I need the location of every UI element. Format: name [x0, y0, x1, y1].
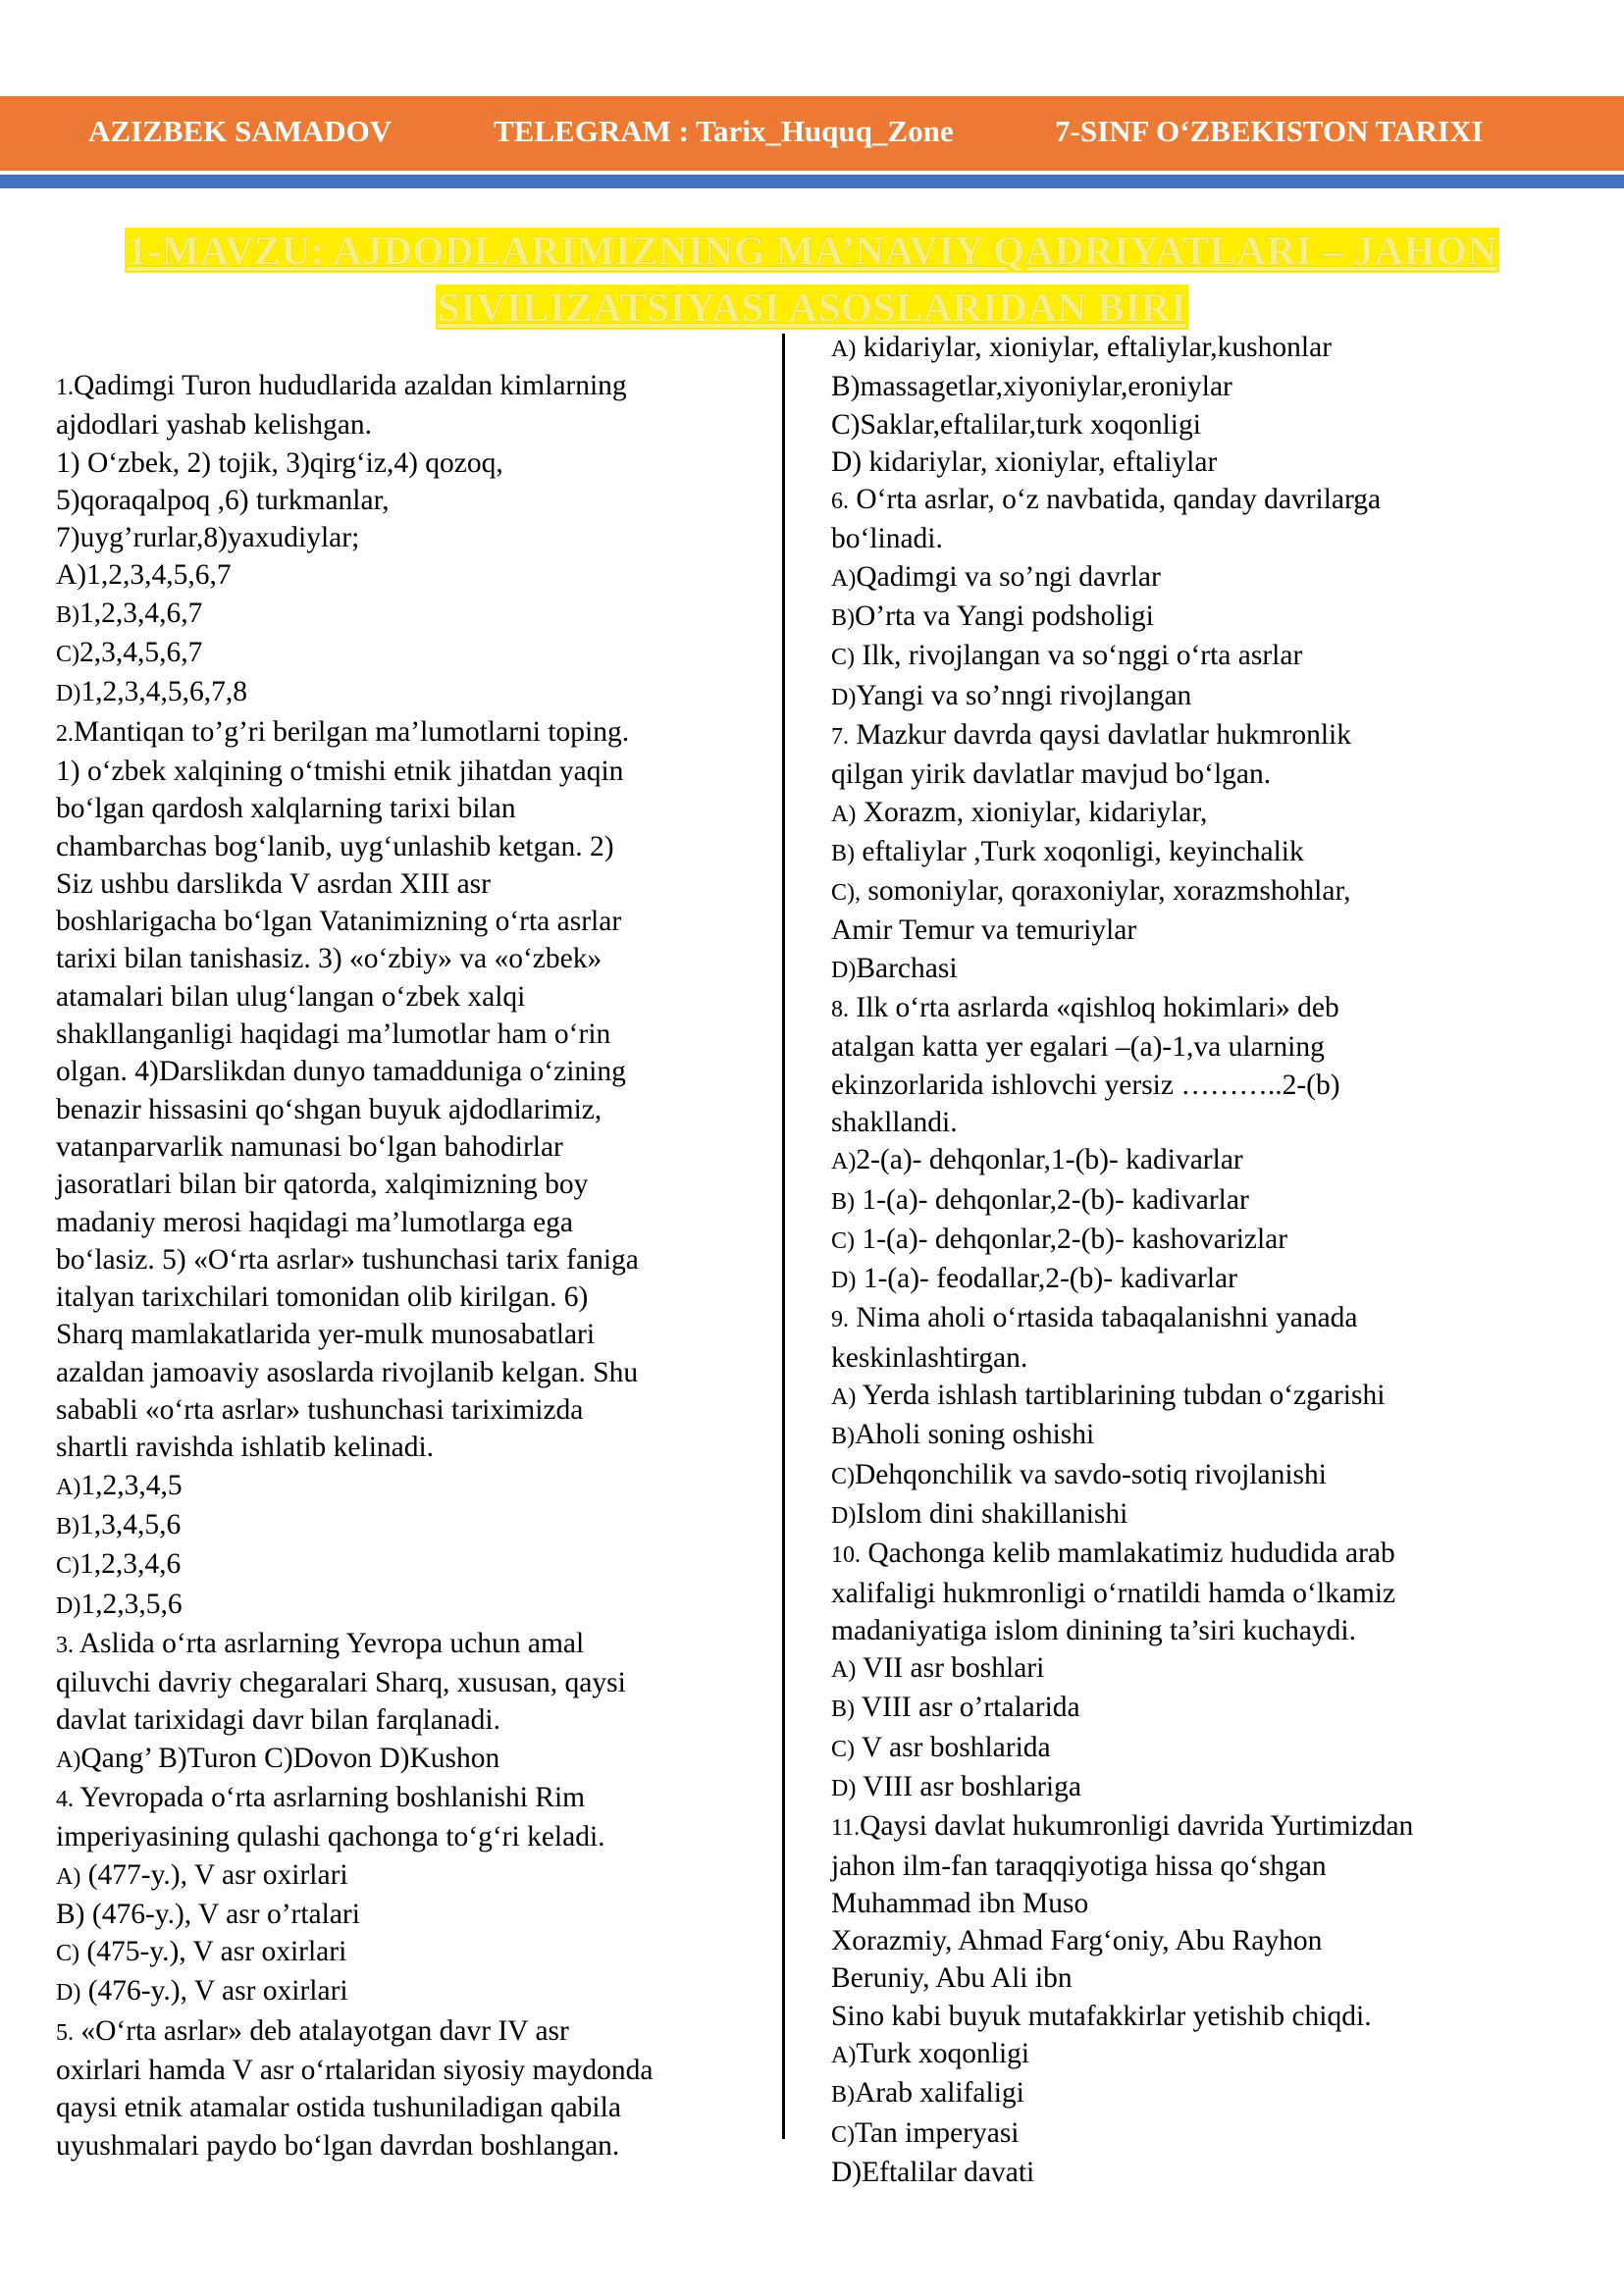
text-line [56, 673, 762, 712]
line-text: 1) o‘zbek xalqining o‘tmishi etnik jihatdan yaqin [56, 755, 624, 787]
line-text: Aslida o‘rta asrlarning Yevropa uchun amal [74, 1627, 585, 1659]
text-line [56, 1856, 762, 1896]
text-line [56, 1166, 762, 1203]
line-text: Qachonga kelib mamlakatimiz hududida arab [861, 1538, 1395, 1570]
line-text: Turk xoqonligi [856, 2038, 1030, 2070]
text-line [831, 1807, 1577, 1847]
line-text: (477-y.), V asr oxirlari [80, 1858, 348, 1891]
line-text: Qang’ B)Turon C)Dovon D)Kushon [80, 1742, 500, 1774]
line-text: azaldan jamoaviy asoslarda rivojlanib kelgan. Shu [56, 1356, 639, 1388]
text-line [831, 1768, 1577, 1807]
line-text: «O‘rta asrlar» deb atalayotgan davr IV asr [74, 2014, 569, 2047]
line-text: VII asr boshlari [856, 1652, 1045, 1685]
text-line [831, 1495, 1577, 1535]
text-line [831, 1689, 1577, 1728]
line-text: B)massagetlar,xiyoniylar,eroniylar [831, 371, 1232, 403]
line-text: O’rta va Yangi podsholigi [855, 600, 1154, 633]
text-line [56, 1545, 762, 1585]
text-line [56, 790, 762, 827]
line-text: Mantiqan to’g’ri berilgan ma’lumotlarni toping. [74, 715, 630, 748]
text-line [831, 912, 1577, 949]
line-text: 1,3,4,5,6 [79, 1508, 182, 1540]
item-marker: D) [831, 684, 857, 710]
text-line [831, 481, 1577, 520]
line-text: atamalari bilan ulug‘langan o‘zbek xalqi [56, 980, 526, 1013]
item-marker: B) [831, 2082, 855, 2109]
line-text: shakllanganligi haqidagi ma’lumotlar ham o‘rin [56, 1018, 611, 1051]
text-line [56, 1241, 762, 1278]
line-text: atalgan katta yer egalari –(a)-1,va ularning [831, 1031, 1325, 1064]
text-line [56, 1972, 762, 2011]
line-text: Yevropada o‘rta asrlarning boshlanishi Rim [74, 1781, 586, 1813]
line-text: Yerda ishlash tartiblarining tubdan o‘zgarishi [856, 1380, 1386, 1412]
text-line [56, 903, 762, 940]
item-marker: 9. [831, 1307, 849, 1333]
line-text: keskinlashtirgan. [831, 1341, 1028, 1374]
line-text: Aholi soning oshishi [855, 1419, 1095, 1451]
text-line [831, 1649, 1577, 1689]
line-text: Nima aholi o‘rtasida tabaqalanishni yanada [849, 1302, 1358, 1334]
text-line [56, 1467, 762, 1506]
text-line [56, 713, 762, 753]
text-line [831, 598, 1577, 637]
left-column [56, 367, 762, 2165]
line-text: shakllandi. [831, 1106, 958, 1138]
item-marker: 8. [831, 997, 849, 1023]
item-marker: A) [831, 2043, 857, 2069]
text-line [831, 558, 1577, 598]
item-marker: A) [831, 1149, 857, 1175]
line-text: Beruniy, Abu Ali ibn [831, 1962, 1073, 1995]
text-line [56, 1429, 762, 1466]
line-text: 1,2,3,4,6,7 [79, 597, 203, 629]
item-marker: C) [831, 2121, 855, 2148]
line-text: Amir Temur va temuriylar [831, 914, 1137, 947]
text-line [56, 978, 762, 1016]
text-line [56, 367, 762, 406]
line-text: Qadimgi Turon hududlarida azaldan kimlarning [74, 370, 627, 401]
item-marker: 7. [831, 723, 849, 750]
text-line [831, 1377, 1577, 1416]
header-telegram: TELEGRAM : Tarix_Huquq_Zone [494, 114, 954, 148]
text-line [831, 1922, 1577, 1959]
item-marker: B) [831, 1188, 855, 1215]
header-subject: 7-SINF O‘ZBEKISTON TARIXI [1055, 114, 1484, 148]
item-marker: 2. [56, 720, 74, 747]
line-text: bo‘lgan qardosh xalqlarning tarixi bilan [56, 793, 516, 825]
text-line [831, 677, 1577, 716]
text-line [831, 872, 1577, 912]
text-line [56, 406, 762, 443]
text-line [56, 634, 762, 673]
line-text: Sino kabi buyuk mutafakkirlar yetishib chiqdi. [831, 2000, 1372, 2032]
text-line [56, 1779, 762, 1818]
text-line [831, 1998, 1577, 2035]
line-text: (476-y.), V asr oxirlari [80, 1975, 348, 2008]
text-line [56, 1701, 762, 1739]
line-text: somoniylar, qoraxoniylar, xorazmshohlar, [861, 875, 1351, 908]
text-line [831, 1028, 1577, 1066]
text-line [56, 1091, 762, 1128]
item-marker: D) [831, 1775, 857, 1801]
text-line [831, 1260, 1577, 1299]
item-marker: B) [56, 1513, 79, 1539]
item-marker: 10. [831, 1542, 861, 1569]
item-marker: A) [56, 1474, 81, 1500]
line-text: 1,2,3,4,5,6,7,8 [80, 676, 247, 708]
line-text: D) kidariylar, xioniylar, eftaliylar [831, 445, 1218, 478]
text-line [56, 1506, 762, 1545]
item-marker: C) [56, 642, 79, 668]
text-line [831, 794, 1577, 833]
header-band [0, 96, 1624, 171]
text-line [831, 637, 1577, 676]
line-text: D)Eftalilar davati [831, 2156, 1035, 2188]
text-line [831, 1339, 1577, 1377]
item-marker: D) [56, 681, 81, 707]
line-text: 2,3,4,5,6,7 [79, 637, 203, 669]
item-marker: B) [831, 1696, 855, 1723]
line-text: Islom dini shakillanishi [856, 1497, 1128, 1530]
line-text: A)1,2,3,4,5,6,7 [56, 559, 232, 592]
text-line [56, 1586, 762, 1625]
line-text: V asr boshlarida [855, 1731, 1051, 1763]
item-marker: A) [831, 1657, 857, 1684]
text-line [56, 1896, 762, 1933]
text-line [831, 833, 1577, 872]
line-text: eftaliylar ,Turk xoqonligi, keyinchalik [855, 835, 1304, 867]
line-text: imperiyasining qulashi qachonga to‘g‘ri keladi. [56, 1821, 605, 1853]
text-line [831, 329, 1577, 368]
text-line [56, 1278, 762, 1316]
line-text: xalifaligi hukmronligi o‘rnatildi hamda o‘lkamiz [831, 1577, 1396, 1609]
text-line [831, 1299, 1577, 1338]
item-marker: 5. [56, 2019, 74, 2046]
line-text: olgan. 4)Darslikdan dunyo tamadduniga o‘zining [56, 1056, 626, 1088]
item-marker: A) [56, 1863, 81, 1890]
title-line-1: 1-MAVZU: AJDODLARIMIZNING MA’NAVIY QADRIYATLARI – JAHON [127, 228, 1497, 273]
item-marker: C) [831, 1736, 855, 1762]
item-marker: C) [56, 1553, 79, 1580]
line-text: shartli ravishda ishlatib kelinadi. [56, 1432, 435, 1464]
line-text: VIII asr boshlariga [856, 1770, 1081, 1802]
text-line [831, 1067, 1577, 1104]
text-line [831, 1612, 1577, 1649]
line-text: 1,2,3,4,6 [79, 1548, 182, 1581]
line-text: 1) O‘zbek, 2) tojik, 3)qirg‘iz,4) qozoq, [56, 446, 503, 479]
line-text: Xorazmiy, Ahmad Farg‘oniy, Abu Rayhon [831, 1925, 1323, 1957]
line-text: Xorazm, xioniylar, kidariylar, [856, 796, 1208, 828]
text-line [831, 1141, 1577, 1180]
text-line [831, 1575, 1577, 1612]
line-text: Ilk, rivojlangan va so‘nggi o‘rta asrlar [855, 640, 1303, 672]
text-line [56, 1016, 762, 1053]
line-text: C)Saklar,eftalilar,turk xoqonligi [831, 408, 1201, 441]
item-marker: B) [56, 601, 79, 628]
text-line [56, 1204, 762, 1241]
right-column [831, 329, 1577, 2191]
text-line [831, 1104, 1577, 1141]
line-text: 1-(a)- dehqonlar,2-(b)- kadivarlar [855, 1183, 1249, 1216]
text-line [831, 1729, 1577, 1768]
text-line [56, 2052, 762, 2089]
line-text: kidariylar, xioniylar, eftaliylar,kushonlar [856, 332, 1333, 363]
line-text: madaniyatiga islom dinining ta’siri kuchaydi. [831, 1614, 1357, 1646]
text-line [831, 716, 1577, 756]
text-line [831, 756, 1577, 793]
item-marker: D) [831, 1502, 857, 1529]
title-line-2: SIVILIZATSIYASI ASOSLARIDAN BIRI [437, 285, 1187, 330]
text-line [56, 828, 762, 865]
text-line [56, 1391, 762, 1429]
item-marker: 11. [831, 1815, 861, 1842]
line-text: madaniy merosi haqidagi ma’lumotlarga ega [56, 1206, 574, 1238]
item-marker: C), [831, 880, 861, 907]
text-line [831, 1416, 1577, 1455]
page-title [0, 222, 1624, 336]
line-text: jahon ilm-fan taraqqiyotiga hissa qo‘shgan [831, 1850, 1327, 1882]
line-text: Qadimgi va so’ngi davrlar [856, 560, 1161, 593]
line-text: oxirlari hamda V asr o‘rtalaridan siyosiy maydonda [56, 2055, 654, 2087]
item-marker: B) [831, 840, 855, 866]
text-line [831, 2035, 1577, 2074]
item-marker: A) [56, 1747, 81, 1773]
item-marker: C) [831, 1463, 855, 1489]
line-text: 2-(a)- dehqonlar,1-(b)- kadivarlar [856, 1144, 1243, 1176]
item-marker: 4. [56, 1786, 74, 1812]
text-line [831, 520, 1577, 557]
text-line [56, 1818, 762, 1855]
item-marker: D) [831, 1268, 857, 1294]
text-line [56, 519, 762, 556]
item-marker: C) [56, 1941, 79, 1967]
item-marker: D) [56, 1980, 81, 2007]
line-text: Sharq mamlakatlarida yer-mulk munosabatlari [56, 1319, 596, 1351]
item-marker: B) [831, 605, 855, 632]
line-text: 7)uyg’rurlar,8)yaxudiylar; [56, 522, 360, 554]
text-line [56, 1664, 762, 1701]
line-text: Tan imperyasi [855, 2116, 1020, 2149]
text-line [56, 1053, 762, 1090]
line-text: Ilk o‘rta asrlarda «qishloq hokimlari» deb [849, 992, 1339, 1024]
header-author: AZIZBEK SAMADOV [88, 114, 393, 148]
line-text: boshlarigacha bo‘lgan Vatanimizning o‘rta asrlar [56, 906, 622, 938]
text-line [831, 1885, 1577, 1922]
line-text: Mazkur davrda qaysi davlatlar hukmronlik [849, 718, 1352, 751]
text-line [56, 595, 762, 634]
text-line [831, 1221, 1577, 1260]
text-line [831, 368, 1577, 405]
line-text: sababli «o‘rta asrlar» tushunchasi tariximizda [56, 1394, 584, 1427]
line-text: VIII asr o’rtalarida [855, 1692, 1080, 1724]
text-line [56, 2089, 762, 2126]
line-text: bo‘linadi. [831, 523, 943, 555]
text-line [831, 1959, 1577, 1997]
text-line [831, 2114, 1577, 2154]
text-line [831, 989, 1577, 1028]
text-line [56, 753, 762, 790]
text-line [831, 1181, 1577, 1221]
line-text: qiluvchi davriy chegaralari Sharq, xususan, qaysi [56, 1667, 626, 1699]
item-marker: A) [831, 801, 857, 827]
header-divider-line [0, 175, 1624, 188]
item-marker: 1. [56, 375, 74, 400]
line-text: ekinzorlarida ishlovchi yersiz ………..2-(b) [831, 1069, 1340, 1101]
text-line [831, 950, 1577, 989]
column-divider [782, 334, 785, 2139]
text-line [831, 1456, 1577, 1495]
line-text: bo‘lasiz. 5) «O‘rta asrlar» tushunchasi tarix faniga [56, 1243, 639, 1276]
line-text: italyan tarixchilari tomonidan olib kirilgan. 6) [56, 1281, 589, 1314]
item-marker: B) [831, 1424, 855, 1450]
line-text: Arab xalifaligi [855, 2077, 1024, 2110]
item-marker: A) [831, 337, 857, 362]
text-line [56, 865, 762, 903]
text-line [831, 443, 1577, 481]
text-line [56, 556, 762, 594]
item-marker: 6. [831, 489, 849, 515]
line-text: vatanparvarlik namunasi bo‘lgan bahodirlar [56, 1130, 563, 1163]
line-text: davlat tarixidagi davr bilan farqlanadi. [56, 1704, 500, 1737]
line-text: Siz ushbu darslikda V asrdan XIII asr [56, 867, 491, 900]
line-text: qaysi etnik atamalar ostida tushuniladigan qabila [56, 2092, 621, 2124]
text-line [831, 1848, 1577, 1885]
text-line [56, 940, 762, 977]
line-text: chambarchas bog‘lanib, uyg‘unlashib ketgan. 2) [56, 830, 614, 862]
line-text: tarixi bilan tanishasiz. 3) «o‘zbiy» va «o‘zbek» [56, 943, 602, 975]
item-marker: 3. [56, 1632, 74, 1658]
item-marker: D) [56, 1592, 81, 1619]
line-text: O‘rta asrlar, o‘z navbatida, qanday davrilarga [849, 484, 1382, 516]
item-marker: A) [831, 565, 857, 592]
line-text: Qaysi davlat hukumronligi davrida Yurtimizdan [860, 1810, 1414, 1843]
text-line [56, 1128, 762, 1166]
text-line [56, 1933, 762, 1972]
line-text: (475-y.), V asr oxirlari [79, 1936, 347, 1968]
text-line [831, 406, 1577, 443]
line-text: ajdodlari yashab kelishgan. [56, 409, 372, 442]
line-text: Barchasi [856, 952, 958, 984]
text-line [831, 2074, 1577, 2113]
text-line [56, 1740, 762, 1779]
line-text: Yangi va so’nngi rivojlangan [856, 679, 1192, 711]
item-marker: C) [831, 1227, 855, 1254]
item-marker: D) [831, 957, 857, 983]
line-text: 5)qoraqalpoq ,6) turkmanlar, [56, 484, 390, 516]
text-line [56, 1625, 762, 1664]
line-text: 1,2,3,5,6 [80, 1588, 183, 1620]
line-text: Muhammad ibn Muso [831, 1887, 1089, 1919]
item-marker: C) [831, 645, 855, 671]
line-text: 1-(a)- dehqonlar,2-(b)- kashovarizlar [855, 1223, 1288, 1255]
text-line [831, 1535, 1577, 1574]
item-marker: A) [831, 1384, 857, 1411]
text-line [56, 2127, 762, 2165]
line-text: Dehqonchilik va savdo-sotiq rivojlanishi [855, 1458, 1327, 1490]
line-text: 1-(a)- feodallar,2-(b)- kadivarlar [856, 1263, 1237, 1295]
line-text: benazir hissasini qo‘shgan buyuk ajdodlarimiz, [56, 1093, 602, 1125]
text-line [56, 1354, 762, 1391]
text-line [831, 2154, 1577, 2191]
text-line [56, 2012, 762, 2052]
text-line [56, 1316, 762, 1353]
line-text: 1,2,3,4,5 [80, 1469, 183, 1501]
text-line [56, 482, 762, 519]
line-text: B) (476-y.), V asr o’rtalari [56, 1898, 360, 1930]
text-line [56, 444, 762, 482]
line-text: jasoratlari bilan bir qatorda, xalqimizning boy [56, 1169, 589, 1201]
line-text: uyushmalari paydo bo‘lgan davrdan boshlangan. [56, 2129, 620, 2162]
line-text: qilgan yirik davlatlar mavjud bo‘lgan. [831, 758, 1272, 791]
